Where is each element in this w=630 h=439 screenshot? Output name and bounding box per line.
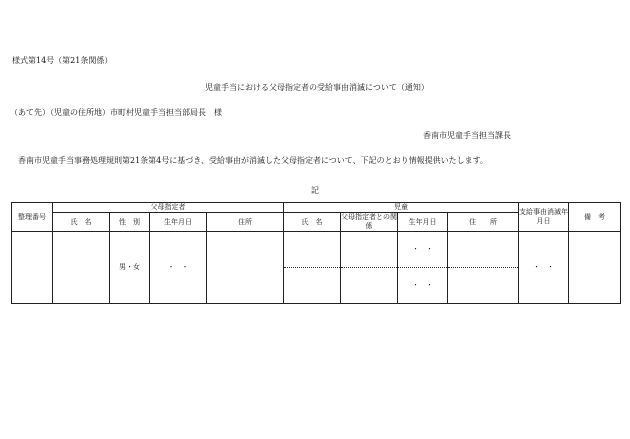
- header-child-birthdate: 生年月日: [398, 213, 448, 232]
- cell-remarks[interactable]: [569, 232, 621, 304]
- header-child: 児童: [284, 203, 519, 213]
- header-designee-sex: 性 別: [110, 213, 150, 232]
- document-title: 児童手当における父母指定者の受給事由消滅について（通知）: [205, 83, 429, 92]
- ki-heading: 記: [311, 186, 319, 195]
- header-child-name: 氏 名: [284, 213, 341, 232]
- cell-extinction-date[interactable]: ・ ・: [519, 232, 569, 304]
- header-extinction-date: 支給事由消滅年月日: [519, 203, 569, 232]
- cell-child-name[interactable]: [284, 268, 341, 304]
- cell-child-address[interactable]: [448, 268, 519, 304]
- cell-child-birthdate[interactable]: ・ ・: [398, 232, 448, 268]
- header-designee-name: 氏 名: [53, 213, 110, 232]
- form-number: 様式第14号（第21条関係）: [12, 56, 113, 65]
- cell-designee-sex[interactable]: 男・女: [110, 232, 150, 304]
- header-serial: 整理番号: [12, 203, 53, 232]
- header-child-address: 住 所: [448, 213, 519, 232]
- cell-child-address[interactable]: [448, 232, 519, 268]
- header-remarks: 備 考: [569, 203, 621, 232]
- cell-designee-name[interactable]: [53, 232, 110, 304]
- header-child-relation: 父母指定者との関係: [341, 213, 397, 230]
- cell-serial[interactable]: [12, 232, 53, 304]
- cell-child-relation[interactable]: [341, 232, 398, 268]
- body-text: 香南市児童手当事務処理規則第21条第4号に基づき、受給事由が消滅した父母指定者について、下記のとおり情報提供いたします。: [18, 156, 488, 165]
- addressee: （あて先）（児童の住所地）市町村児童手当担当部局長 様: [10, 108, 222, 117]
- sender: 香南市児童手当担当課長: [423, 131, 511, 140]
- cell-child-relation[interactable]: [341, 268, 398, 304]
- info-table: [11, 202, 621, 304]
- header-designee: 父母指定者: [53, 203, 284, 213]
- header-designee-address: 住所: [207, 213, 284, 232]
- header-designee-birthdate: 生年月日: [150, 213, 207, 232]
- cell-child-name[interactable]: [284, 232, 341, 268]
- cell-designee-birthdate[interactable]: ・ ・: [150, 232, 207, 304]
- cell-designee-address[interactable]: [207, 232, 284, 304]
- cell-child-birthdate[interactable]: ・ ・: [398, 268, 448, 304]
